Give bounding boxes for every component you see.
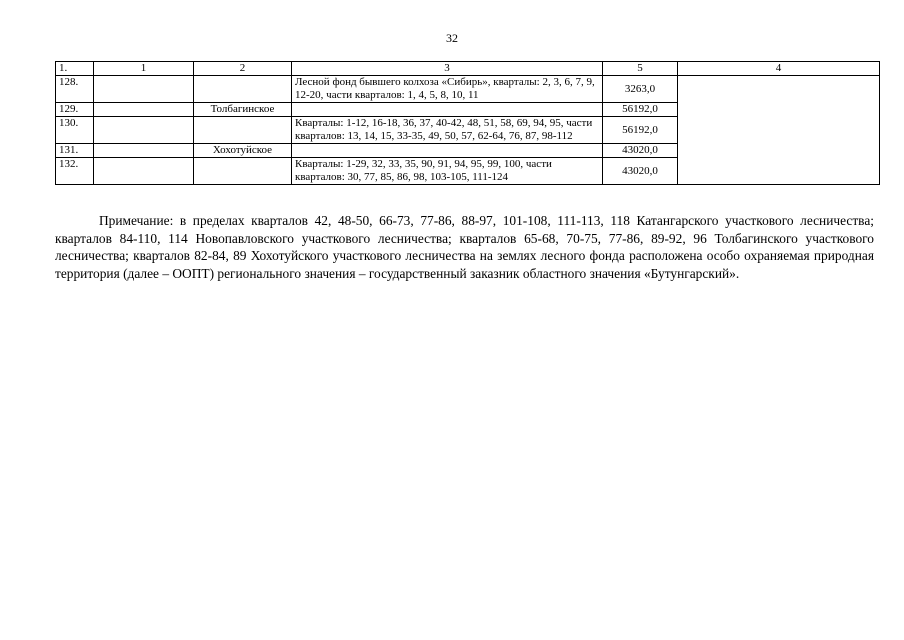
row-quarters: Кварталы: 1-12, 16-18, 36, 37, 40-42, 48, 51, 58, 69, 94, 95, части кварталов: 13, 14, 15, 33-35, 49, 50, 57, 62-64, 76, 87, 98-112	[292, 117, 603, 144]
header-cell-num: 1.	[56, 62, 94, 76]
row-area: 43020,0	[603, 144, 678, 158]
forest-quarters-table	[55, 61, 880, 185]
row-district: Толбагинское	[194, 103, 292, 117]
header-cell-3: 3	[292, 62, 603, 76]
row-district: Хохотуйское	[194, 144, 292, 158]
header-cell-4: 4	[678, 62, 880, 76]
row-col1	[94, 76, 194, 103]
header-cell-1: 1	[94, 62, 194, 76]
row-area: 3263,0	[603, 76, 678, 103]
row-area: 43020,0	[603, 158, 678, 185]
header-cell-2: 2	[194, 62, 292, 76]
row-quarters	[292, 144, 603, 158]
row-district	[194, 76, 292, 103]
row-col1	[94, 144, 194, 158]
row-quarters: Лесной фонд бывшего колхоза «Сибирь», кварталы: 2, 3, 6, 7, 9, 12-20, части кварталов: 1, 4, 5, 8, 10, 11	[292, 76, 603, 103]
merged-col4-cell	[678, 76, 880, 185]
page-number: 32	[446, 31, 458, 45]
row-district	[194, 117, 292, 144]
row-number: 131.	[56, 144, 94, 158]
table-row	[56, 76, 880, 103]
header-cell-5: 5	[603, 62, 678, 76]
row-col1	[94, 103, 194, 117]
row-quarters	[292, 103, 603, 117]
row-area: 56192,0	[603, 103, 678, 117]
row-quarters: Кварталы: 1-29, 32, 33, 35, 90, 91, 94, 95, 99, 100, части кварталов: 30, 77, 85, 86, 98, 103-105, 111-124	[292, 158, 603, 185]
row-area: 56192,0	[603, 117, 678, 144]
row-col1	[94, 158, 194, 185]
row-number: 130.	[56, 117, 94, 144]
table-header-row	[56, 62, 880, 76]
row-district	[194, 158, 292, 185]
row-number: 128.	[56, 76, 94, 103]
row-col1	[94, 117, 194, 144]
note-paragraph: Примечание: в пределах кварталов 42, 48-50, 66-73, 77-86, 88-97, 101-108, 111-113, 118 Катангарского участкового лесничества; кварталов 84-110, 114 Новопавловского участкового лесничества; кварталов 65-68, 70-75, 77-86, 89-92, 96 Толбагинского участкового лесничества; кварталов 82-84, 89 Хохотуйского участкового лесничества на землях лесного фонда расположена особо охраняемая природная территория (далее – ООПТ) регионального значения – государственный заказник областного значения «Бутунгарский».	[55, 213, 874, 281]
row-number: 129.	[56, 103, 94, 117]
row-number: 132.	[56, 158, 94, 185]
